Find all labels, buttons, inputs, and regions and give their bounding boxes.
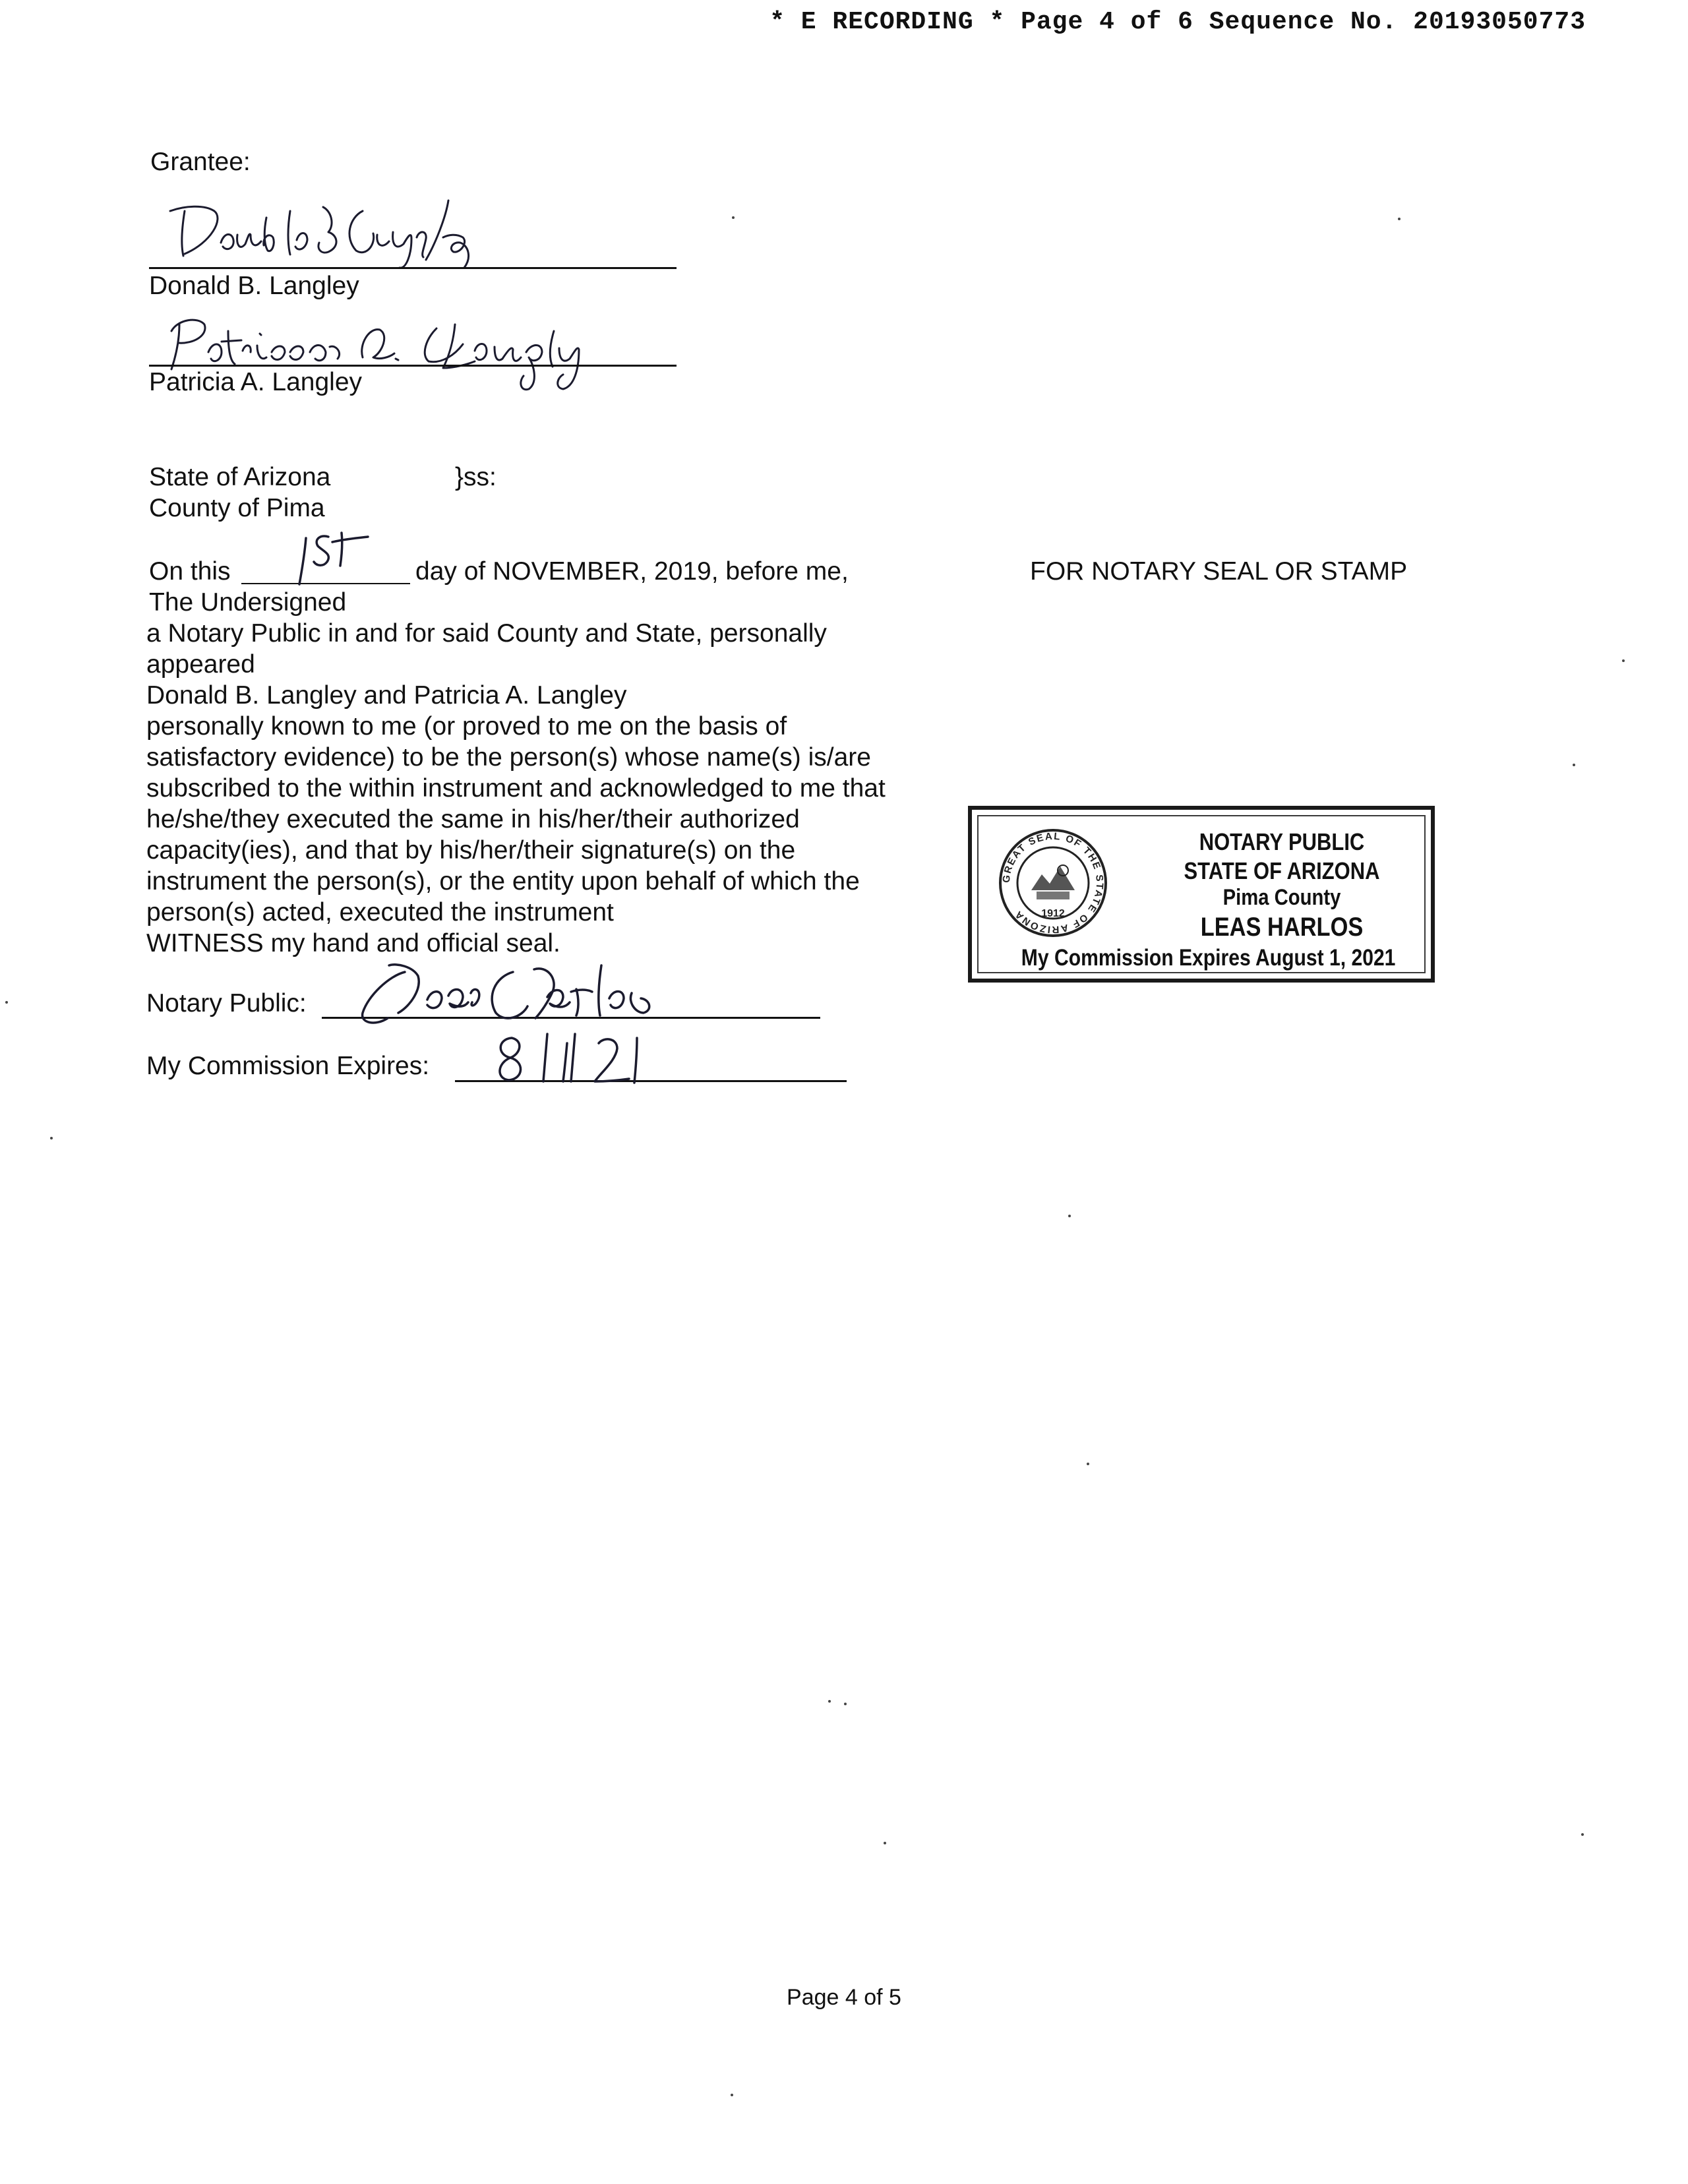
scan-speck (50, 1137, 53, 1139)
ack-body (146, 618, 977, 959)
ack-officer: The Undersigned (149, 588, 347, 617)
ack-line: a Notary Public in and for said County and State, personally (146, 619, 827, 648)
seal-caption: FOR NOTARY SEAL OR STAMP (1030, 557, 1408, 586)
venue-state: State of Arizona (149, 463, 331, 491)
commission-label: My Commission Expires: (146, 1052, 430, 1080)
ack-line: he/she/they executed the same in his/her/their authorized (146, 805, 800, 834)
signatory-name-patricia: Patricia A. Langley (149, 368, 363, 396)
seal-year: 1912 (1041, 908, 1065, 919)
scan-speck (828, 1700, 831, 1703)
ack-date-text: day of NOVEMBER, 2019, before me, (415, 557, 849, 586)
stamp-title: NOTARY PUBLIC (1199, 828, 1365, 855)
scan-speck (1573, 764, 1575, 766)
ack-line: instrument the person(s), or the entity upon behalf of which the (146, 867, 860, 895)
signature-line-donald (149, 267, 677, 269)
day-handwritten (290, 528, 396, 587)
venue-ss: }ss: (455, 463, 497, 491)
scan-speck (1581, 1833, 1584, 1836)
state-seal-icon (997, 827, 1109, 939)
ack-line: appeared (146, 650, 255, 679)
scan-speck (884, 1842, 886, 1844)
signatory-name-donald: Donald B. Langley (149, 272, 359, 300)
stamp-commission: My Commission Expires August 1, 2021 (1021, 945, 1396, 971)
ack-on-this: On this (149, 557, 231, 586)
notary-signature (349, 950, 824, 1035)
signature-donald (158, 191, 514, 270)
ack-line: person(s) acted, executed the instrument (146, 898, 614, 926)
recording-header: * E RECORDING * Page 4 of 6 Sequence No. 20193050773 (769, 8, 1586, 36)
ack-line: subscribed to the within instrument and acknowledged to me that (146, 774, 886, 803)
notary-stamp (968, 806, 1435, 983)
grantee-label: Grantee: (150, 148, 251, 176)
scan-speck (1622, 659, 1625, 662)
scan-speck (844, 1703, 847, 1705)
scan-speck (732, 216, 735, 219)
ack-line: personally known to me (or proved to me on the basis of (146, 712, 787, 741)
ack-line: capacity(ies), and that by his/her/their signature(s) on the (146, 836, 796, 864)
stamp-county: Pima County (1222, 885, 1341, 910)
scan-speck (1068, 1215, 1071, 1217)
scan-speck (731, 2094, 733, 2096)
scan-speck (1398, 218, 1401, 220)
ack-line: Donald B. Langley and Patricia A. Langley (146, 681, 627, 710)
notary-label: Notary Public: (146, 989, 307, 1017)
scan-speck (5, 1001, 8, 1004)
stamp-state: STATE OF ARIZONA (1184, 857, 1380, 884)
ack-line: satisfactory evidence) to be the person(s) whose name(s) is/are (146, 743, 871, 772)
venue-county: County of Pima (149, 494, 325, 522)
page-footer: Page 4 of 5 (787, 1985, 901, 2010)
stamp-notary-name: LEAS HARLOS (1200, 913, 1364, 942)
ack-line: WITNESS my hand and official seal. (146, 929, 560, 957)
scan-speck (1087, 1463, 1089, 1465)
seal-ring-text: GREAT SEAL OF THE STATE OF ARIZONA (1000, 830, 1106, 936)
commission-handwritten (488, 1029, 659, 1088)
